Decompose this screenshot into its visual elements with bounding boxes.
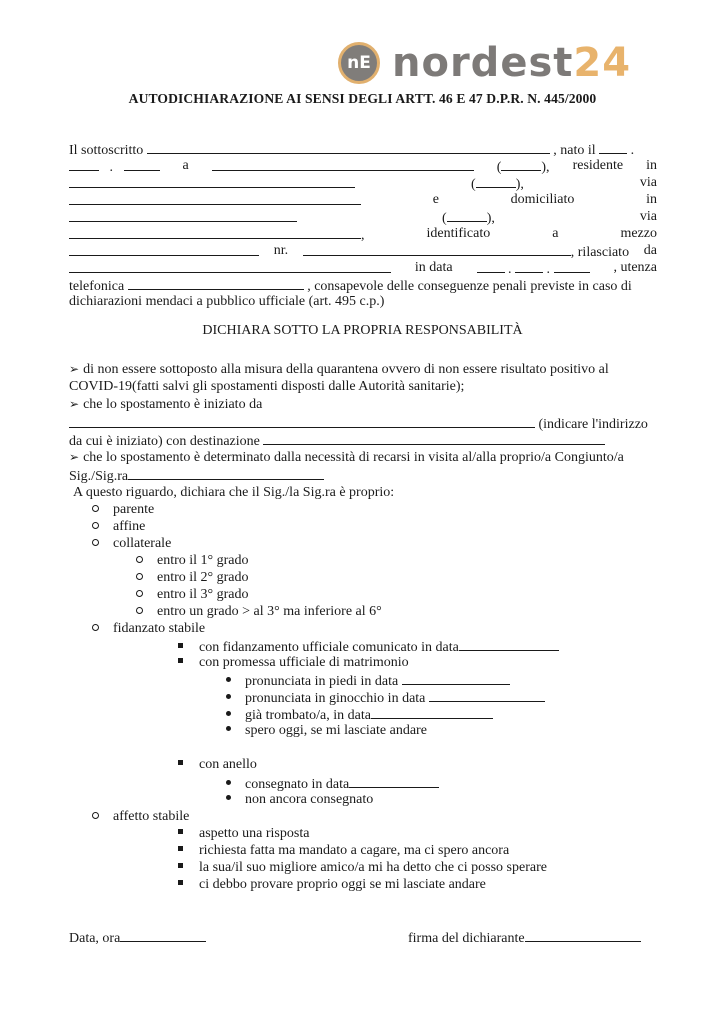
birth-province-field[interactable] [501,157,541,171]
option-label: con anello [199,757,257,772]
dot-bullet-icon [226,694,231,699]
intro-line-4 [69,191,657,208]
label-da: da [643,243,657,258]
fidanzamento-date-field[interactable] [459,637,559,651]
dot-bullet-icon [226,780,231,785]
circle-bullet-icon [92,539,99,546]
destinazione-label: da cui è iniziato) con destinazione [69,434,260,449]
domicile-city-field[interactable] [69,208,297,222]
option-spero-oggi[interactable] [226,722,427,739]
intro-line-5: ( ), via [69,208,657,227]
circle-bullet-icon [92,522,99,529]
label-sottoscritto: Il sottoscritto [69,143,144,158]
square-bullet-icon [178,846,183,851]
option-label: la sua/il suo migliore amico/a mi ha detto che ci posso sperare [199,860,547,875]
option-richiesta-fatta[interactable] [178,842,509,859]
option-grado-6[interactable] [136,603,382,620]
issue-year-field[interactable] [554,259,590,273]
declaration-3-line-2 [69,466,324,485]
square-bullet-icon [178,880,183,885]
label-nr: nr. [273,243,289,258]
label-a: a [182,158,189,173]
issue-month-field[interactable] [515,259,543,273]
label-utenza: , utenza [613,260,657,275]
birth-month-field[interactable] [69,157,99,171]
option-label: spero oggi, se mi lasciate andare [245,723,427,738]
arrow-bullet-icon: ➢ [69,397,80,411]
option-grado-3[interactable] [136,586,249,603]
id-issuer-field[interactable] [69,259,391,273]
intro-line-3: ( ), via [69,174,657,193]
declaration-2-text: che lo spostamento è iniziato da [83,397,263,412]
option-provare-oggi[interactable] [178,876,486,893]
section-heading: DICHIARA SOTTO LA PROPRIA RESPONSABILITÀ [202,323,523,338]
label-residente: residente [572,158,624,173]
circle-bullet-icon [136,556,143,563]
date-time-field[interactable] [120,928,206,942]
option-label: non ancora consegnato [245,792,374,807]
option-label: ci debbo provare proprio oggi se mi lasciate andare [199,877,486,892]
congiunto-name-field[interactable] [128,466,324,480]
option-anello-non-consegnato[interactable] [226,791,373,808]
dot-bullet-icon [226,677,231,682]
circle-bullet-icon [92,812,99,819]
residence-province-field[interactable] [476,174,516,188]
option-fidanzato[interactable] [92,620,205,637]
arrow-bullet-icon: ➢ [69,450,80,464]
circle-bullet-icon [92,624,99,631]
intro-line-2: . a ( ), residente in [69,157,657,176]
declaration-1-line-1 [69,361,609,378]
label-in-2: in [646,192,657,207]
declaration-3-line-1 [69,449,624,466]
residence-city-field[interactable] [69,174,355,188]
birth-place-field[interactable] [212,157,474,171]
birth-year-field[interactable] [124,157,160,171]
destination-field[interactable] [263,431,605,445]
option-label: affine [113,519,146,534]
option-label: entro un grado > al 3° ma inferiore al 6° [157,604,382,619]
option-affine[interactable] [92,518,145,535]
nordest24-logo [338,40,631,86]
declaration-3-text: che lo spostamento è determinato dalla necessità di recarsi in visita al/alla proprio/a Congiunto/a [83,450,624,465]
declaration-2 [69,396,262,413]
label-telefonica: telefonica [69,279,125,294]
phone-field[interactable] [128,276,304,290]
label-a-mezzo: a [552,226,559,241]
option-label: collaterale [113,536,172,551]
option-label: con fidanzamento ufficiale comunicato in data [199,640,459,655]
circle-bullet-icon [136,573,143,580]
option-label: entro il 3° grado [157,587,249,602]
label-nato-il: , nato il [553,143,596,158]
logo-name: nordest [392,40,574,86]
option-label: già trombato/a, in data [245,708,371,723]
option-label: aspetto una risposta [199,826,310,841]
domicile-province-field[interactable] [447,208,487,222]
date-time-line [69,928,206,947]
option-label: pronunciata in piedi in data [245,674,399,689]
square-bullet-icon [178,643,183,648]
option-con-anello[interactable] [178,756,257,773]
in-ginocchio-date-field[interactable] [429,688,545,702]
id-number-field[interactable] [303,242,571,256]
option-label: consegnato in data [245,777,350,792]
square-bullet-icon [178,760,183,765]
issue-day-field[interactable] [477,259,505,273]
circle-bullet-icon [92,505,99,512]
option-promessa[interactable] [178,654,409,671]
option-grado-2[interactable] [136,569,249,586]
option-label: fidanzato stabile [113,621,206,636]
relation-intro: A questo riguardo, dichiara che il Sig./la Sig.ra è proprio: [73,485,395,500]
option-label: affetto stabile [113,809,190,824]
anello-date-field[interactable] [349,774,439,788]
arrow-bullet-icon: ➢ [69,362,80,376]
signature-line [408,928,641,947]
circle-bullet-icon [136,590,143,597]
logo-wordmark [392,40,632,86]
dot-bullet-icon [226,795,231,800]
label-identificato: identificato [426,226,491,241]
label-rilasciato: , rilasciato [570,245,630,260]
option-affetto-stabile[interactable] [92,808,189,825]
label-via-2: via [639,209,657,224]
label-in: in [646,158,657,173]
label-mezzo: mezzo [620,226,657,241]
option-label: pronunciata in ginocchio in data [245,691,426,706]
intro-line-10: dichiarazioni mendaci a pubblico ufficiale (art. 495 c.p.) [69,294,385,309]
date-time-label: Data, ora [69,931,121,946]
dot-bullet-icon [226,726,231,731]
square-bullet-icon [178,863,183,868]
option-parente[interactable] [92,501,154,518]
birth-day-field[interactable] [599,140,627,154]
circle-bullet-icon [136,607,143,614]
intro-line-8: in data . . , utenza [69,259,657,278]
signature-label: firma del dichiarante [408,931,525,946]
option-label: con promessa ufficiale di matrimonio [199,655,409,670]
declaration-1-line-2: COVID-19(fatti salvi gli spostamenti disposti dalle Autorità sanitarie); [69,379,465,394]
name-field[interactable] [147,140,550,154]
logo-mark-text: nE [347,53,371,73]
label-domiciliato: domiciliato [510,192,575,207]
indicare-text: (indicare l'indirizzo [538,417,648,432]
in-piedi-date-field[interactable] [402,671,510,685]
option-label: parente [113,502,155,517]
consapevole-text: , consapevole delle conseguenze penali previste in caso di [307,279,632,294]
declaration-2-line-3 [69,431,605,450]
trombato-date-field[interactable] [371,705,493,719]
label-in-data: in data [414,260,453,275]
option-label: entro il 1° grado [157,553,249,568]
square-bullet-icon [178,829,183,834]
intro-line-6: , identificato a mezzo [69,225,657,244]
intro-line-1: Il sottoscritto , nato il . [69,140,634,159]
option-grado-1[interactable] [136,552,249,569]
dot-bullet-icon [226,711,231,716]
document-title: AUTODICHIARAZIONE AI SENSI DEGLI ARTT. 46 E 47 D.P.R. N. 445/2000 [128,91,597,106]
label-e: e [432,192,439,207]
start-address-field[interactable] [69,414,535,428]
signature-field[interactable] [525,928,641,942]
option-collaterale[interactable] [92,535,171,552]
domicile-street-field[interactable] [69,225,361,239]
id-document-field[interactable] [69,242,259,256]
logo-number: 24 [573,40,632,86]
logo-mark-icon [338,42,380,84]
option-aspetto-risposta[interactable] [178,825,309,842]
option-label: entro il 2° grado [157,570,249,585]
declaration-1-text: di non essere sottoposto alla misura della quarantena ovvero di non essere risultato positivo al [83,362,609,377]
option-migliore-amico[interactable] [178,859,547,876]
option-label: richiesta fatta ma mandato a cagare, ma ci spero ancora [199,843,510,858]
square-bullet-icon [178,658,183,663]
residence-street-field[interactable] [69,191,361,205]
label-via: via [639,175,657,190]
sig-label: Sig./Sig.ra [69,469,129,484]
